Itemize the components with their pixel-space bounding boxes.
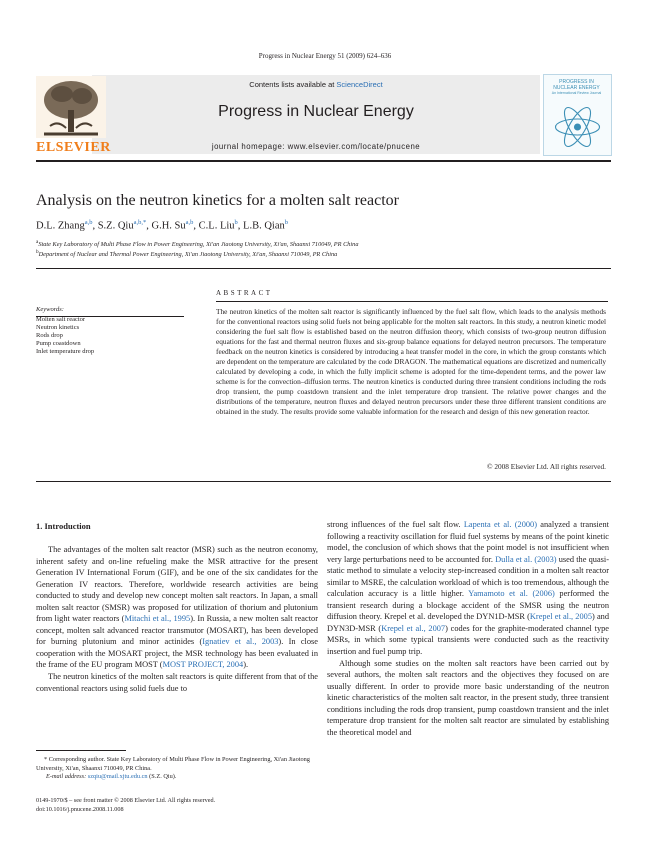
citation-link[interactable]: Lapenta et al. (2000) bbox=[463, 520, 537, 529]
footnote-rule bbox=[36, 750, 126, 751]
author-affiliation-link[interactable]: b bbox=[234, 219, 238, 226]
paragraph-text: ). In Russia, a new molten salt reactor concept, molten salt advanced reactor transmutor (MOSART), has been developed for burning plutonium and minor actinides ( bbox=[36, 614, 318, 647]
journal-cover-text bbox=[545, 80, 608, 97]
citation-link[interactable]: Mitachi et al., 1995 bbox=[124, 614, 191, 624]
paragraph-text: ). In close cooperation with the MOSART project, the MSR technology has been evaluated in the frame of the EU program MOST ( bbox=[36, 637, 318, 670]
keyword-item: Molten salt reactor bbox=[36, 316, 86, 323]
paragraph-text: The advantages of the molten salt reactor (MSR) such as the neutron economy, inherent safety and on-line refueling make the MSR attractive for the present Generation IV International Forum (GIF), and be one of the six candidates for the Generation IV reactors. Therefore, worldwide research activities are being conducted to study and develop new concept molten salt reactors. In Japan, a small molten salt reactor (SMSR) was proposed for utilization of thorium and plutonium from light water reactors ( bbox=[36, 545, 318, 624]
keyword-item: Inlet temperature drop bbox=[36, 348, 95, 355]
citation-link[interactable]: Dulla et al. (2003) bbox=[495, 554, 557, 564]
author-affiliation-link[interactable]: a,b bbox=[84, 219, 93, 226]
author-name: D.L. Zhang bbox=[36, 220, 85, 232]
footnote bbox=[36, 756, 318, 782]
abstract-bottom-rule bbox=[36, 481, 611, 482]
affiliation-a bbox=[36, 239, 358, 248]
author-list: D.L. Zhang$^{a,b}$, S.Z. Qiu$^{a,b,*}$, G.H. Su$^{a,b}$, C.L. Liu$^b$, L.B. Qian$^b$ bbox=[36, 219, 288, 232]
paragraph-text: used the quasi-static method to simulate a velocity step-increased condition in a molten salt reactor similar to MSRE, the calculation workload of which is too tremendous, although the calculation accuracy is a little higher. bbox=[327, 554, 609, 599]
citation-link[interactable]: MOST PROJECT, 2004 bbox=[162, 660, 244, 670]
header-rule bbox=[36, 268, 611, 269]
bottom-matter bbox=[36, 797, 215, 814]
contents-prefix: Contents lists available at bbox=[249, 80, 337, 89]
sciencedirect-link[interactable]: ScienceDirect bbox=[336, 80, 383, 89]
affiliation-marker: a bbox=[36, 239, 39, 245]
paragraph-text: ). bbox=[243, 660, 249, 670]
paragraph-text: ) codes for the graphite-moderated channel type MSRs, in which some typical transients were conducted such as the reactivity insertion and fuel pump trip. bbox=[327, 623, 609, 657]
paragraph-text: analyzed a transient following a reactivity oscillation for fluid fuel systems by means of the point kinetic model, the conclusion of which shows that the point model is not insufficient when very large perturbations need to be accounted for. bbox=[327, 520, 609, 564]
paragraph-text: performed the transient research during a blockage accident of the SMSR using the neutron diffusion theory. Krepel et al. developed the DYN1D-MSR ( bbox=[327, 589, 609, 622]
affiliation-b bbox=[36, 249, 337, 258]
author-affiliation-link[interactable]: a,b,* bbox=[133, 219, 147, 226]
citation-link[interactable]: Ignatiev et al., 2003 bbox=[202, 637, 279, 647]
author-affiliation-link[interactable]: b bbox=[284, 219, 288, 226]
author-affiliation-link[interactable]: a,b bbox=[185, 219, 194, 226]
right-column bbox=[327, 519, 609, 738]
keyword-item: Rods drop bbox=[36, 332, 63, 339]
contents-line bbox=[92, 80, 540, 89]
citation-link[interactable]: Krepel et al., 2005 bbox=[529, 612, 592, 622]
author-name: S.Z. Qiu bbox=[97, 220, 134, 232]
affiliation-text: State Key Laboratory of Multi Phase Flow in Power Engineering, Xi'an Jiaotong University, Xi'an, Shaanxi 710049, PR China bbox=[38, 241, 359, 249]
author-name: C.L. Liu bbox=[198, 220, 235, 232]
author-name: L.B. Qian bbox=[243, 220, 285, 232]
paragraph-intro-4: Although some studies on the molten salt reactors have been carried out by several authors, the molten salt reactors and the objectives they focused on are usually different. In order to provide more basic understanding of the neutron kinetic characteristics of the molten salt reactor, in the present study, three transient conditions including the rods drop transient, pump coastdown transient and the inlet temperature drop transient for the molten salt reactor are simulated by establishing the theoretical model and bbox=[327, 658, 609, 737]
email-link[interactable]: szqiu@mail.xjtu.edu.cn bbox=[87, 773, 148, 781]
keyword-item: Pump coastdown bbox=[36, 340, 81, 347]
paragraph-text: ) and DYN3D-MSR ( bbox=[327, 612, 609, 633]
masthead-rule bbox=[36, 160, 611, 162]
left-column bbox=[36, 544, 318, 694]
cover-line: An International Review Journal bbox=[551, 91, 602, 96]
citation-link[interactable]: Krepel et al., 2007 bbox=[381, 623, 446, 633]
email-suffix: (S.Z. Qiu). bbox=[147, 773, 177, 781]
email-label: E-mail address: bbox=[46, 773, 88, 781]
corresponding-author-note: * Corresponding author. State Key Laboratory of Multi Phase Flow in Power Engineering, Xi'an Jiaotong University, Xi'an, Shaanxi 710049, PR China. bbox=[36, 756, 310, 772]
doi-line[interactable]: doi:10.1016/j.pnucene.2008.11.008 bbox=[36, 805, 124, 813]
affiliation-marker: b bbox=[36, 249, 39, 255]
copyright-notice: © 2008 Elsevier Ltd. All rights reserved. bbox=[486, 462, 606, 471]
paragraph-intro-3 bbox=[327, 519, 609, 658]
email-line bbox=[36, 773, 318, 782]
abstract-rule bbox=[216, 301, 608, 302]
affiliation-text: Department of Nuclear and Thermal Power Engineering, Xi'an Jiaotong University, Xi'an, Shaanxi 710049, PR China bbox=[38, 251, 338, 259]
abstract-text: The neutron kinetics of the molten salt reactor is significantly influenced by the fuel salt flow, which leads to the analysis methods for the conventional reactors using solid fuels not being applicable for the molten salt reactors. In this study, a neutron kinetic model considering the fuel salt flow is established based on the neutron diffusion theory, which consists of two-group neutron diffusion equations for the fast and thermal neutron fluxes and six-group balance equations for delayed neutron precursors. The temperature feedback on the neutron kinetics is considered by introducing a heat transfer model in the core, in which the group constants which are dependent on the temperature are calculated by the code DRAGON. The mathematical equations are discretized and numerically calculated by developing a code, in which the fully implicit scheme is adopted for the time-dependent terms, and the power law scheme is for the convection–diffusion terms. The neutron kinetics is conducted during three transient conditions including the rods drop transient, the pump coastdown transient and the inlet temperature drop transient. The relative power changes and the distributions of the temperature, neutron fluxes and delayed neutron precursors under these three different transient conditions are obtained in the study. The results provide some valuable information for the research and design of this new generation reactor. bbox=[216, 307, 606, 417]
cover-line: PROGRESS IN bbox=[559, 79, 594, 85]
paragraph-intro-1 bbox=[36, 544, 318, 671]
running-header: Progress in Nuclear Energy 51 (2009) 624–636 bbox=[258, 52, 392, 60]
cover-line: NUCLEAR ENERGY bbox=[553, 84, 600, 91]
journal-homepage[interactable]: journal homepage: www.elsevier.com/locate/pnucene bbox=[211, 142, 421, 151]
section-heading: 1. Introduction bbox=[36, 521, 91, 531]
citation-link[interactable]: Yamamoto et al. (2006) bbox=[468, 589, 555, 599]
article-title: Analysis on the neutron kinetics for a molten salt reactor bbox=[36, 192, 400, 209]
paragraph-intro-2: The neutron kinetics of the molten salt reactors is quite different from that of the conventional reactors using solid fuels due to bbox=[36, 672, 318, 693]
journal-title: Progress in Nuclear Energy bbox=[218, 103, 414, 120]
author-name: G.H. Su bbox=[151, 220, 186, 232]
keyword-item: Neutron kinetics bbox=[36, 324, 80, 331]
paragraph-text: strong influences of the fuel salt flow. bbox=[327, 520, 464, 529]
issn-line: 0149-1970/$ – see front matter © 2008 Elsevier Ltd. All rights reserved. bbox=[36, 797, 216, 804]
elsevier-wordmark: ELSEVIER bbox=[36, 140, 111, 155]
abstract-heading: ABSTRACT bbox=[216, 289, 273, 297]
keywords-heading: Keywords: bbox=[36, 306, 64, 313]
